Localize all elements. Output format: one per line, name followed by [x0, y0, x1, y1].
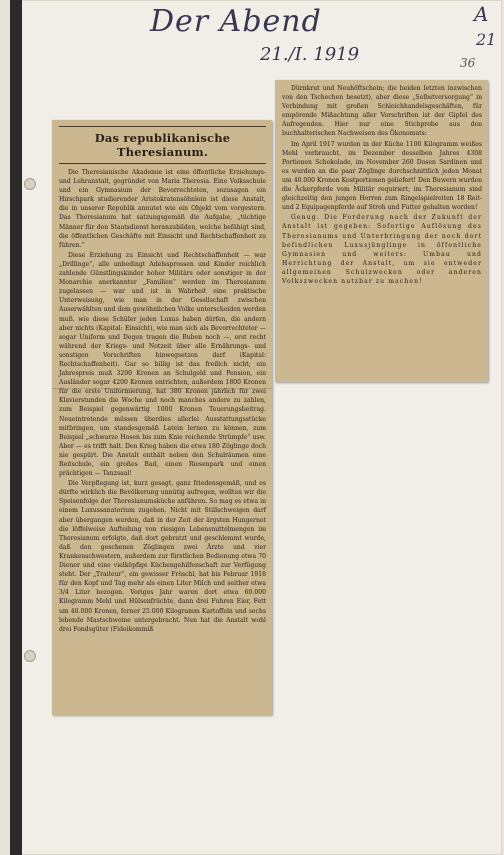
article-paragraph: Im April 1917 wurden in der Küche 1100 Kilogramm weißes Mehl verbraucht, im Dezember desselben Jahres 4308 Portionen Schokolade, im November 260 Dosen Sardinen und es wurden an die paar Zöglinge durchschnittlich jeden Monat um 40.000 Kronen Kostportionen geliefert! Den Buwern wurden die Äckerpferde vom Militär requiriert; im Theresianum sind gleichzeitig den jungen Herren zum Ringelspielreiten 18 Reit- und 2 Equipagenpferde auf Stroh und Futter gehalten worden! [282, 140, 482, 212]
newspaper-clipping-right [275, 80, 488, 382]
headline-rule [59, 126, 266, 127]
archive-number: 21 [476, 30, 497, 49]
article-paragraph: Diese Erziehung zu Einsicht und Rechtschaffenheit — war „Drillinge“, alle unbedingt Adelssprossen und Kinder reichlich zahlende Günstlingskinder hoher Militärs oder sonstiger in der Monarchie anerkannter „Familien“ werden im Theresianum zugelassen — war und ist in Wahrheit eine praktische Unterweisung, wie man in der Gesellschaft zwischen Auserwählten und dem gewöhnlichen Volke unterscheiden werden muß. wie diese Schüler jeden Luxus haben dürfen, die andern aber nichts (Kapital: Einsicht), wie man sich als Bevorrechteter — sogar Uniform und Degen tragen die Buben noch —, erst recht während der Kriegs- und Notzeit über alle Ernährungs- und sonstigen Vorschriften hinwegsetzen darf (Kapital: Rechtschaffenheit). Gar so billig ist das freilich nicht; ein Jahrespreis muß 3200 Kronen an Schulgeld und Pension, ein Ausländer sogar 4200 Kronen entrichten, außerdem 1800 Kronen für die erste Uniformierung, hat 380 Kronen jährlich für zwei Klavierstunden die Woche und noch manches andere zu zahlen, zum Beispiel gegenwärtig 1000 Kronen Teuerungsbeitrag. Neueintretende müssen überdies allerlei Ausstattungsstücke mitbringen, um standesgemäß Latein lernen zu können, zum Beispiel „schwarze Hosen bis zum Knie reichende Strümpfe“ usw. Aber — es trifft halt. Den Krieg haben die etwa 180 Zöglinge doch nie gespürt. Die Anstalt enthält neben den Schulräumen eine Reitschule, ein großes Bad, einen Riesenpark und einen prächtigen — Tanzsaal! [59, 251, 266, 478]
article-paragraph: Genug. Die Forderung nach der Zukunft der Anstalt ist gegeben: Sofortige Auflösung des Theresianums und Unterbringung der noch dort befindlichen Luxusjünglinge in öffentliche Gymnasien und weiters: Umbau und Herrichtung der Anstalt, um sie entweder allgemeinen Schulzwecken oder anderen Volkszwecken nutzbar zu machen! [282, 214, 482, 285]
article-paragraph: Dürnkrut und Neuhöftschein; die beiden letzten inzwischen von den Tschechen besetzt), aber diese „Selbstversorgung“ in Verbindung mit großen Schleichhandelsgeschäften, für empörende Mißachtung aller Vorschriften ist der Gipfel des Aufregenden. Hier nur eine Stichprobe aus den buchhalterischen Nachweisen des Ökonomats: [282, 85, 482, 138]
punch-hole [24, 650, 36, 662]
handwritten-date: 21./I. 1919 [260, 44, 360, 65]
handwritten-newspaper-title: Der Abend [150, 4, 322, 39]
article-paragraph: Die Theresianische Akademie ist eine öffentliche Erziehungs- und Lehranstalt, gegründet von Maria Theresia. Eine Volksschule und ein Gymnasium der Bevorrechteten, sozusagen ein Hirschpark studierender Aristokratensöhnlein ist diese Anstalt, die in unserer Republik annutet wie ein Objekt vom vorgestern. Das Theresianum hat satzungsgemäß die Aufgabe, „tüchtige Männer für den Staatsdienst heranzubilden, welche befähigt sind, die öffentlichen Geschäfte mit Einsicht und Rechtschaffenheit zu führen.“ [59, 169, 266, 249]
article-headline: Das republikanische Theresianum. [94, 131, 231, 159]
punch-hole [24, 178, 36, 190]
newspaper-clipping-left [52, 120, 272, 715]
page-number: 36 [460, 56, 476, 70]
article-paragraph: Die Verpflegung ist, kurz gesagt, ganz friedensgemäß, und es dürfte wirklich die Bevölkerung unnütig aufregen, wollten wir die Speisenfolge der Theresianumsküche anführen. So mag es etwa in einem Luxussanatorium zugehen. Nicht mit Stillschweigen darf aber übergangen werden, daß in der Zeit der ärgsten Hungernot die löffelweise Aufteilung von riesigen Lebensmittelmengen im Theresianum erfolgte, daß dort gebratzt und geschlemmt wurde, daß den geschenen Zöglingen zwei Ärzte und vier Krankenschwestern, außerdem zur fürstlichen Bedienung etwa 70 Diener und eine vielköpfige Küchengehilfenschaft zur Verfügung steht. Der „Traiteur“, ein gewisser Fröschl, hat bis Februar 1918 für den Kopf und Tag mehr als einen Liter Milch und seither etwa 3/4 Liter bezogen. Voriges Jahr waren dort etwa 60.000 Kilogramm Mehl und Hülsenfrüchte, dann drei Fuhren Eier, Fett um 40.000 Kronen, ferner 25.000 Kilogramm Kartoffeln und sechs lebende Mastschweine untergebracht. Nun hat die Anstalt wohl drei Fondsgüter (Fideikommiß [59, 480, 266, 633]
binding-edge [10, 0, 22, 855]
fold-line [52, 388, 272, 389]
archive-letter: A [474, 2, 489, 26]
headline-rule [59, 163, 266, 164]
